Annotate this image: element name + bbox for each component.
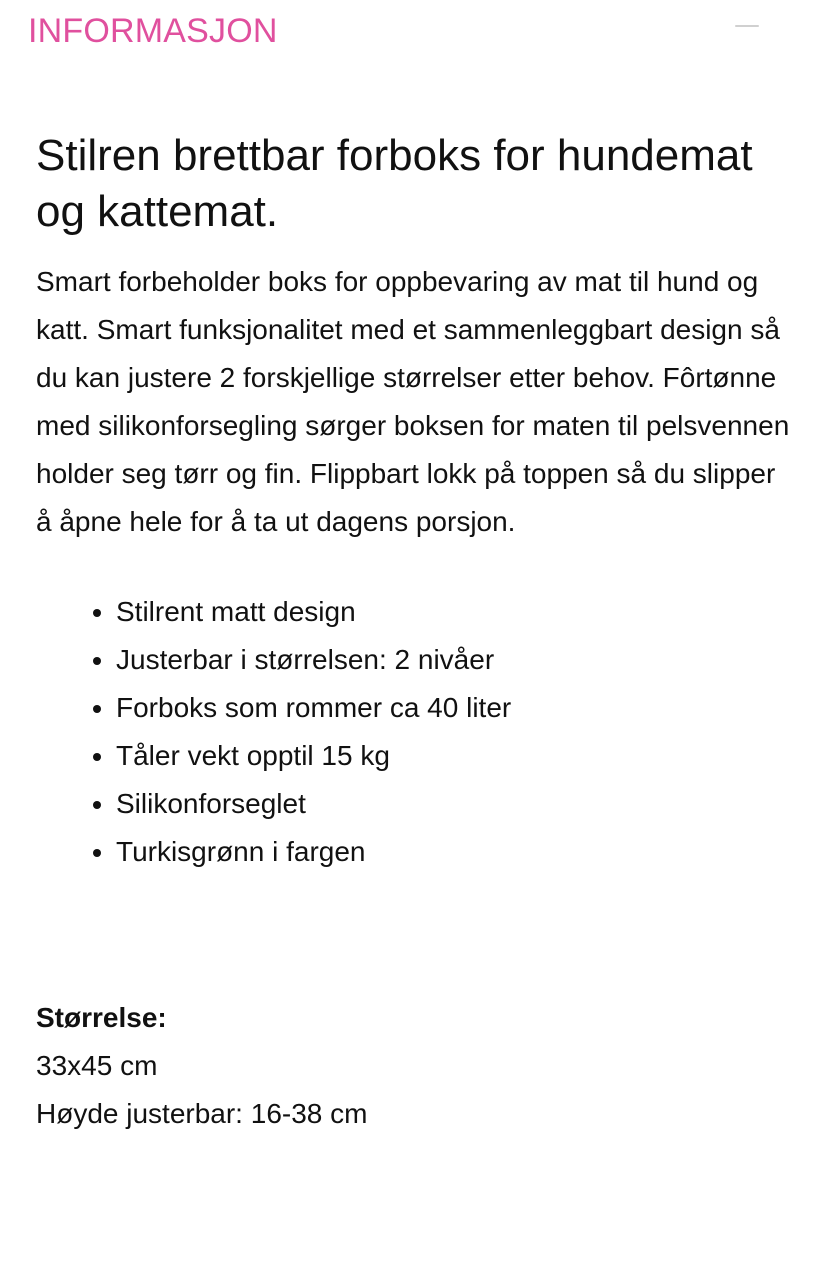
size-label: Størrelse: (36, 1002, 167, 1033)
list-item: • Turkisgrønn i fargen (116, 828, 796, 876)
product-heading: Stilren brettbar forboks for hundemat og kattemat. (36, 131, 753, 236)
size-dimensions: 33x45 cm (36, 1050, 158, 1081)
feature-list (36, 588, 796, 876)
list-item: • Justerbar i størrelsen: 2 nivåer (116, 636, 796, 684)
list-item: • Silikonforseglet (116, 780, 796, 828)
info-accordion-header[interactable] (0, 0, 825, 70)
size-height: Høyde justerbar: 16-38 cm (36, 1098, 368, 1129)
size-info (36, 994, 796, 1138)
section-title: INFORMASJON (28, 12, 278, 50)
product-info-content (36, 128, 796, 1138)
list-item: • Stilrent matt design (116, 588, 796, 636)
list-item: • Forboks som rommer ca 40 liter (116, 684, 796, 732)
list-item: • Tåler vekt opptil 15 kg (116, 732, 796, 780)
minus-icon (735, 25, 759, 27)
product-description: Smart forbeholder boks for oppbevaring av mat til hund og katt. Smart funksjonalitet med et sammenleggbart design så du kan justere 2 forskjellige størrelser etter behov. Fôrtønne med silikonforsegling sørger boksen for maten til pelsvennen holder seg tørr og fin. Flippbart lokk på toppen så du slipper å åpne hele for å ta ut dagens porsjon. (36, 266, 790, 537)
collapse-toggle-button[interactable] (732, 14, 762, 38)
